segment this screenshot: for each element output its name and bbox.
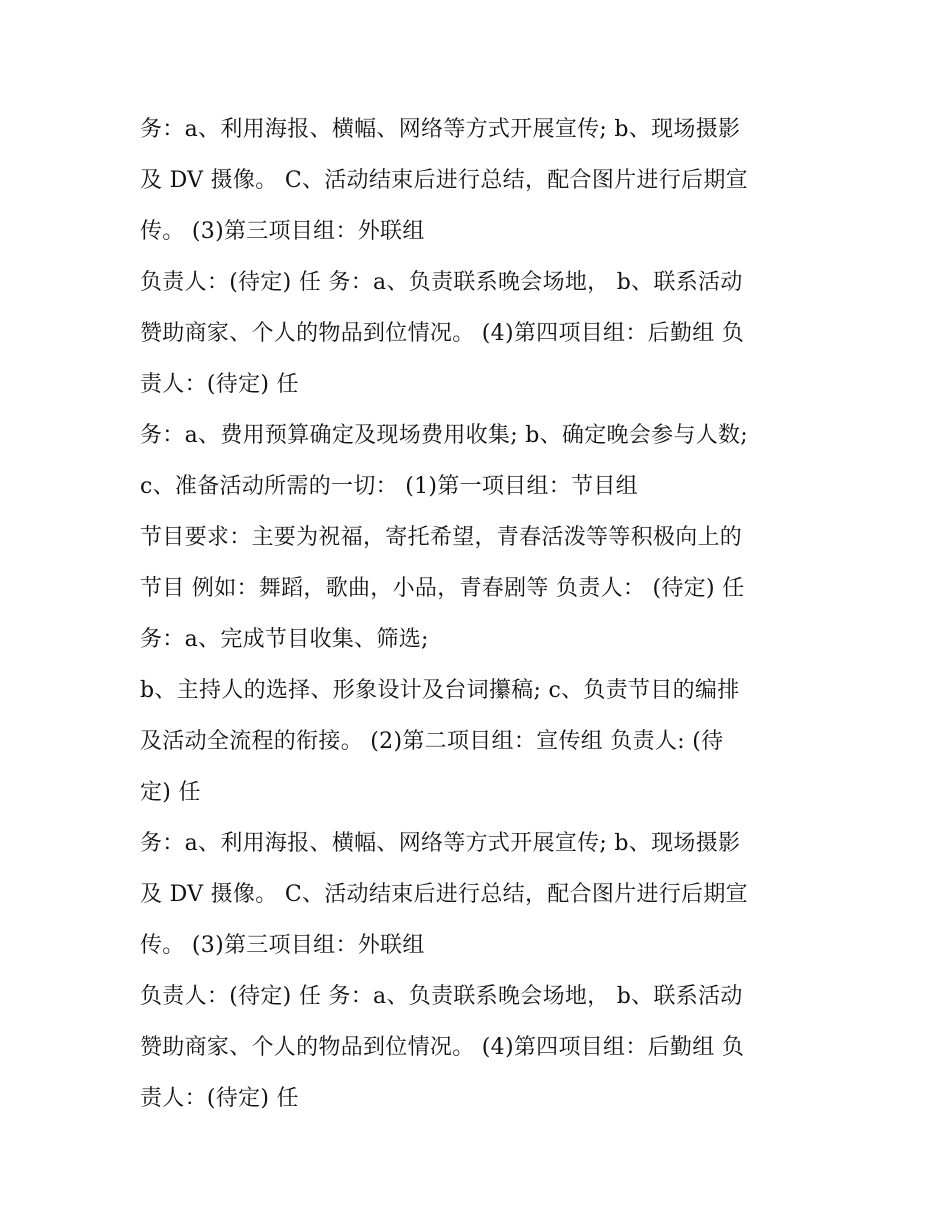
body-text <box>140 104 830 1124</box>
text-line: 及活动全流程的衔接。 (2)第二项目组：宣传组 负责人: (待 <box>140 729 724 754</box>
text-line: 赞助商家、个人的物品到位情况。 (4)第四项目组：后勤组 负 <box>140 321 745 346</box>
text-line: 务：a、利用海报、横幅、网络等方式开展宣传; b、现场摄影 <box>140 831 741 856</box>
text-line: 及 DV 摄像。 C、活动结束后进行总结，配合图片进行后期宣 <box>140 168 748 193</box>
text-line: c、准备活动所需的一切： (1)第一项目组：节目组 <box>140 474 638 499</box>
text-line: 赞助商家、个人的物品到位情况。 (4)第四项目组：后勤组 负 <box>140 1035 745 1060</box>
text-line: 及 DV 摄像。 C、活动结束后进行总结，配合图片进行后期宣 <box>140 882 748 907</box>
text-line: 节目 例如：舞蹈，歌曲，小品，青春剧等 负责人： (待定) 任 <box>140 576 745 601</box>
text-line: 负责人：(待定) 任 务：a、负责联系晚会场地， b、联系活动 <box>140 984 743 1009</box>
text-line: 负责人：(待定) 任 务：a、负责联系晚会场地， b、联系活动 <box>140 270 743 295</box>
text-line: 定) 任 <box>140 780 201 805</box>
text-line: 节目要求：主要为祝福，寄托希望，青春活泼等等积极向上的 <box>140 525 743 550</box>
text-line: 责人：(待定) 任 <box>140 1086 299 1111</box>
text-line: 传。 (3)第三项目组：外联组 <box>140 933 425 958</box>
text-line: b、主持人的选择、形象设计及台词攥稿; c、负责节目的编排 <box>140 678 740 703</box>
text-line: 责人：(待定) 任 <box>140 372 299 397</box>
text-line: 务：a、完成节目收集、筛选; <box>140 627 429 652</box>
text-line: 务：a、费用预算确定及现场费用收集; b、确定晚会参与人数; <box>140 423 749 448</box>
text-line: 务：a、利用海报、横幅、网络等方式开展宣传; b、现场摄影 <box>140 117 741 142</box>
text-line: 传。 (3)第三项目组：外联组 <box>140 219 425 244</box>
